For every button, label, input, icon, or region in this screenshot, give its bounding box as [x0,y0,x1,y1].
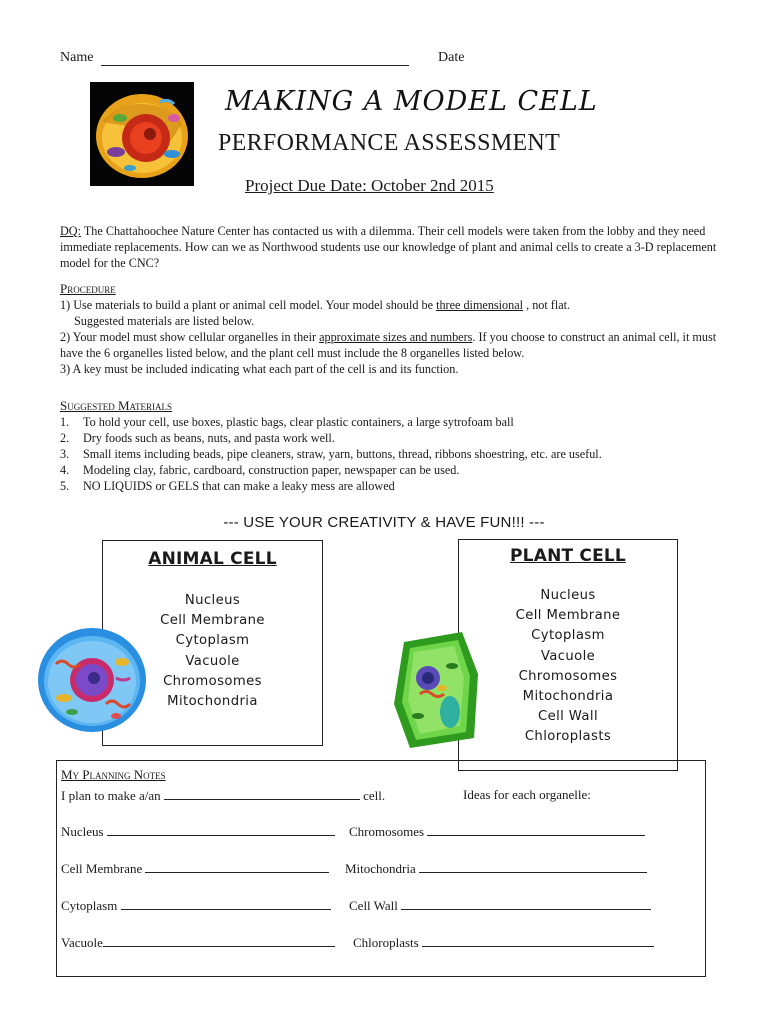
date-label: Date [438,50,465,65]
list-item: Mitochondria [522,689,614,705]
chloroplasts-note-row [353,934,654,951]
nucleus-note-blank[interactable] [107,823,335,836]
procedure-item-2 [60,329,722,361]
list-item: Cytoplasm [531,628,605,644]
procedure-item-1-end: , not flat. [523,298,571,312]
list-item: Cell Membrane [515,608,621,624]
cell-choice-suffix: cell. [359,788,386,803]
driving-question [60,223,722,271]
membrane-note-label: Cell Membrane [61,861,146,876]
mitochondria-note-label: Mitochondria [345,861,420,876]
list-item-number: 2. [60,431,70,445]
chromosomes-note-row [349,823,645,840]
planning-notes-heading: My Planning Notes [61,767,166,782]
name-line[interactable] [101,51,409,66]
cytoplasm-note-row [61,897,331,914]
dq-label: DQ: [60,224,81,238]
plant-organelle-list [459,586,677,748]
vacuole-note-blank[interactable] [103,934,335,947]
list-item-number: 5. [60,479,70,493]
procedure-item-1-text: 1) Use materials to build a plant or animal cell model. Your model should be [60,298,437,312]
planning-notes-box [56,760,706,977]
procedure-item-1-emphasis: three dimensional [436,298,524,312]
dq-text: The Chattahoochee Nature Center has contacted us with a dilemma. Their cell models were taken from the lobby and they need immediate replacements. How can we as Northwood students use our knowledge of plant and animal cells to create a 3-D replacement model for the CNC? [60,224,717,270]
chromosomes-note-blank[interactable] [427,823,645,836]
procedure-item-1 [60,297,722,313]
mitochondria-note-row [345,860,647,877]
cell-choice-row [61,787,385,804]
chloroplasts-note-label: Chloroplasts [353,935,422,950]
procedure-item-2-end: . If you choose to construct an animal cell, it must have the 6 organelles listed below, and the plant cell must include the 8 organelles listed below. [60,330,717,360]
cell-cross-section-image [90,82,194,186]
list-item: Cell Wall [537,709,599,725]
list-item [60,430,722,446]
list-item-text: NO LIQUIDS or GELS that can make a leaky mess are allowed [83,479,395,493]
list-item-text: Dry foods such as beans, nuts, and pasta work well. [83,431,335,445]
list-item-number: 1. [60,415,70,429]
project-due-date: Project Due Date: October 2nd 2015 [245,176,494,195]
date-field[interactable] [438,50,468,66]
plant-cell-illustration [390,628,482,752]
procedure-heading: Procedure [60,281,116,296]
chloroplasts-note-blank[interactable] [422,934,654,947]
cytoplasm-note-blank[interactable] [121,897,331,910]
list-item-number: 4. [60,463,70,477]
list-item-number: 3. [60,447,70,461]
name-label: Name [60,50,94,65]
list-item: Mitochondria [167,694,258,710]
list-item [60,446,722,462]
list-item: Cytoplasm [175,633,250,649]
vacuole-note-row [61,934,335,951]
materials-heading: Suggested Materials [60,398,173,413]
plant-cell-title: PLANT CELL [510,546,626,566]
procedure-item-3: 3) A key must be included indicating what each part of the cell is and its function. [60,362,459,376]
list-item: Vacuole [185,653,240,669]
list-item [60,414,722,430]
procedure-section [60,281,722,377]
worksheet-title: PERFORMANCE ASSESSMENT [218,130,561,156]
list-item-text: Small items including beads, pipe cleaners, straw, yarn, buttons, thread, ribbons shoestring, etc. are useful. [83,447,602,461]
list-item [60,462,722,478]
membrane-note-blank[interactable] [145,860,329,873]
ideas-label: Ideas for each organelle: [463,787,591,802]
cellwall-note-label: Cell Wall [349,898,402,913]
list-item: Nucleus [540,588,596,603]
creativity-banner: --- USE YOUR CREATIVITY & HAVE FUN!!! --- [223,514,545,531]
name-field[interactable] [60,50,409,66]
list-item: Vacuole [540,648,596,664]
list-item: Chromosomes [518,668,618,684]
membrane-note-row [61,860,329,877]
list-item-text: To hold your cell, use boxes, plastic bags, clear plastic containers, a large sytrofoam ball [83,415,514,429]
cell-choice-blank[interactable] [164,787,360,800]
plant-cell-box [458,539,678,771]
list-item: Chromosomes [163,673,262,689]
materials-section [60,398,722,494]
vacuole-note-label: Vacuole [61,935,103,950]
cellwall-note-blank[interactable] [401,897,651,910]
list-item [60,478,722,494]
cytoplasm-note-label: Cytoplasm [61,898,121,913]
mitochondria-note-blank[interactable] [419,860,647,873]
materials-list [60,414,722,494]
procedure-item-1-note: Suggested materials are listed below. [74,314,255,328]
list-item: Chloroplasts [524,729,612,745]
cellwall-note-row [349,897,651,914]
chromosomes-note-label: Chromosomes [349,824,428,839]
list-item-text: Modeling clay, fabric, cardboard, construction paper, newspaper can be used. [83,463,460,477]
animal-cell-illustration [36,624,148,736]
nucleus-note-label: Nucleus [61,824,107,839]
procedure-item-2-text: 2) Your model must show cellular organelles in their [60,330,320,344]
list-item: Nucleus [184,593,241,608]
list-item: Cell Membrane [160,613,265,629]
procedure-item-2-emphasis: approximate sizes and numbers [319,330,473,344]
cell-choice-label: I plan to make a/an [61,788,164,803]
animal-cell-title: ANIMAL CELL [148,549,277,569]
nucleus-note-row [61,823,335,840]
worksheet-title-script: MAKING A MODEL CELL [225,86,598,117]
